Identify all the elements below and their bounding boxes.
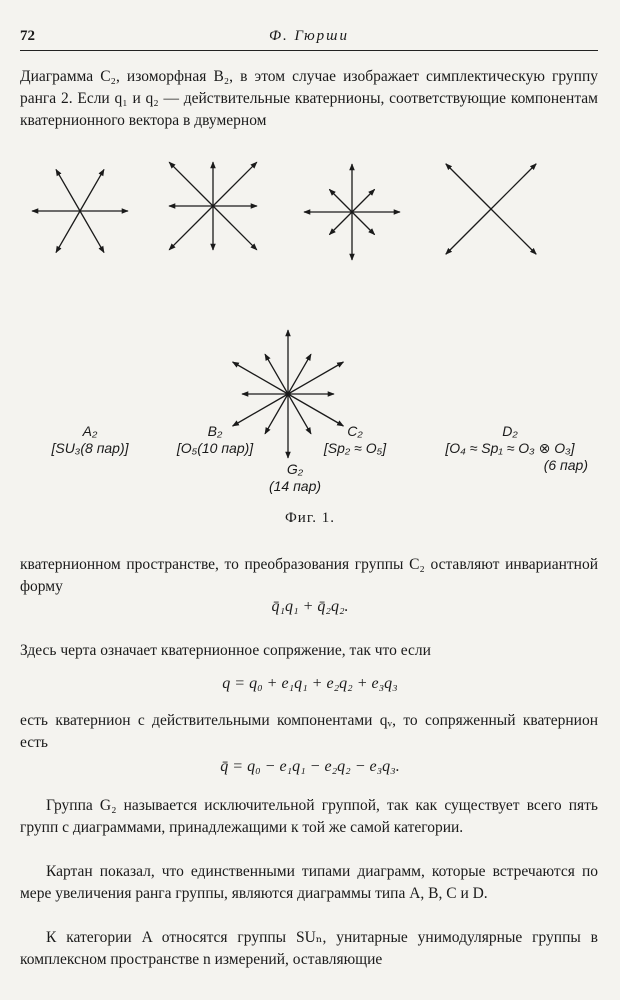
root-arrow-d2 (491, 164, 536, 209)
paragraph-conjugation: Здесь черта означает кватернионное сопряжение, так что если (20, 642, 431, 659)
paragraph-exceptional: Группа G₂ называется исключительной группой, так как существует всего пять групп с диаграммами, принадлежащими к той же самой категории. (20, 797, 598, 836)
root-arrow-b2 (169, 206, 213, 250)
figure-caption: Фиг. 1. (284, 510, 336, 526)
paragraph-continuation: кватернионном пространстве, то преобразования группы C₂ оставляют инвариантной форму (20, 556, 598, 595)
root-arrow-g2 (233, 394, 288, 426)
root-arrow-b2 (169, 162, 213, 206)
formula-conjugate: q̄ = q₀ − e₁q₁ − e₂q₂ − e₃q₃. (220, 758, 400, 775)
root-arrow-c2 (352, 189, 375, 212)
paragraph-category-a: К категории A относятся группы SUₙ, унитарные унимодулярные группы в комплексном пространстве n измерений, оставляющие (20, 929, 598, 968)
root-arrow-b2 (213, 206, 257, 250)
root-arrow-a2 (56, 169, 80, 211)
root-arrow-a2 (80, 169, 104, 211)
root-arrow-g2 (288, 394, 343, 426)
diagram-name: D₂ (502, 423, 518, 439)
formula-quaternion: q = q₀ + e₁q₁ + e₂q₂ + e₃q₃ (222, 675, 398, 692)
root-arrow-g2 (233, 362, 288, 394)
diagram-note: (6 пар) (543, 457, 588, 473)
diagram-name: C₂ (347, 423, 363, 439)
paragraph-cartan: Картан показал, что единственными типами диаграмм, которые встречаются по мере увеличения ранга группы, являются диаграммы типа A, B, C и D. (20, 863, 598, 902)
diagram-label-c2 (290, 423, 420, 457)
paragraph-intro: Диаграмма C₂, изоморфная B₂, в этом случае изображает симплектическую группу ранга 2. Если q₁ и q₂ — действительные кватернионы, соответствующие компонентам кватернионного вектора в двумерном (20, 68, 598, 129)
diagram-label-a2 (20, 423, 160, 457)
root-arrow-g2 (288, 362, 343, 394)
page-header (20, 28, 598, 51)
running-head: Ф. Гюрши (268, 28, 350, 44)
root-arrow-c2 (352, 212, 375, 235)
diagram-description: [O₄ ≈ Sp₁ ≈ O₃ ⊗ O₃] (445, 440, 575, 456)
formula-invariant-form: q̄₁q₁ + q̄₂q₂. (271, 598, 349, 615)
diagram-name: B₂ (207, 423, 223, 439)
diagram-description: [SU₃(8 пар)] (51, 440, 129, 456)
diagram-description: [Sp₂ ≈ O₅] (323, 440, 387, 456)
diagram-label-g2 (230, 461, 360, 495)
root-arrow-a2 (56, 211, 80, 253)
diagram-name: A₂ (82, 423, 98, 439)
diagram-description: (14 пар) (268, 478, 322, 494)
diagram-label-b2 (150, 423, 280, 457)
root-arrow-c2 (329, 189, 352, 212)
diagram-description: [O₅(10 пар)] (176, 440, 254, 456)
root-arrow-a2 (80, 211, 104, 253)
diagram-label-d2 (420, 423, 600, 474)
root-arrow-c2 (329, 212, 352, 235)
root-arrow-b2 (213, 162, 257, 206)
paragraph-real-components: есть кватернион с действительными компонентами qᵥ, то сопряженный кватернион есть (20, 712, 598, 751)
diagram-name: G₂ (286, 461, 304, 477)
root-arrow-d2 (446, 164, 491, 209)
root-arrow-d2 (491, 209, 536, 254)
page-number: 72 (20, 28, 35, 44)
root-arrow-d2 (446, 209, 491, 254)
